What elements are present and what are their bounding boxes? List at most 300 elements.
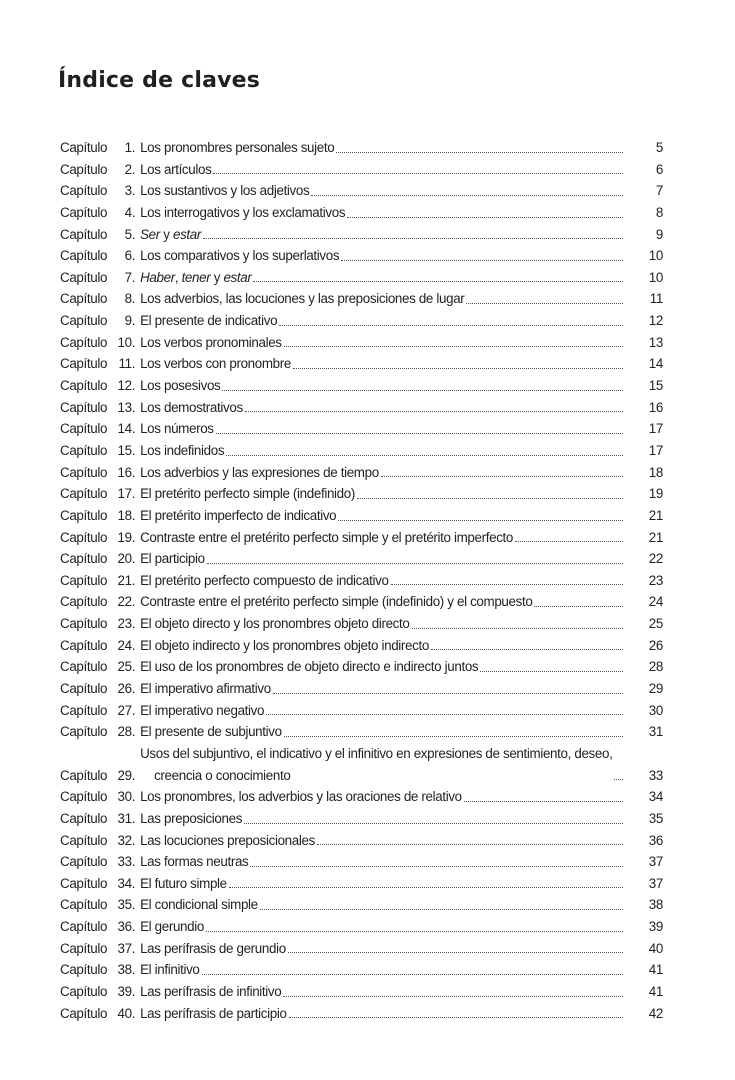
chapter-label xyxy=(60,894,135,916)
toc-entry[interactable] xyxy=(60,851,665,873)
entry-body xyxy=(140,591,635,613)
chapter-word: Capítulo xyxy=(60,832,108,848)
dot-leader xyxy=(283,996,623,997)
chapter-label xyxy=(60,830,135,852)
entry-title: El participio xyxy=(140,551,205,567)
dot-leader xyxy=(253,281,623,282)
entry-title: El pretérito perfecto simple (indefinido) xyxy=(140,486,355,502)
entry-title: El presente de subjuntivo xyxy=(140,724,282,740)
dot-leader xyxy=(284,736,623,737)
page-number: 17 xyxy=(648,442,663,458)
page-number: 10 xyxy=(648,269,663,285)
entry-title: El imperativo afirmativo xyxy=(140,681,271,696)
toc-entry[interactable] xyxy=(60,202,665,224)
toc-entry[interactable] xyxy=(60,808,665,830)
entry-title: El imperativo negativo xyxy=(140,702,265,718)
toc-entry[interactable] xyxy=(60,505,665,527)
chapter-word: Capítulo xyxy=(60,291,108,307)
toc-entry[interactable] xyxy=(60,635,665,657)
chapter-word: Capítulo xyxy=(60,139,108,155)
chapter-word: Capítulo xyxy=(60,1005,108,1021)
chapter-number: 19. xyxy=(117,529,136,545)
dot-leader xyxy=(244,823,623,824)
entry-body xyxy=(140,245,635,267)
toc-entry[interactable] xyxy=(60,159,665,181)
chapter-number: 32. xyxy=(117,832,136,848)
chapter-label xyxy=(60,786,135,808)
entry-title xyxy=(140,267,251,289)
entry-title-part: y xyxy=(159,226,173,242)
chapter-label xyxy=(60,527,135,549)
entry-body xyxy=(140,159,635,181)
chapter-label xyxy=(60,288,135,310)
page-number: 29 xyxy=(648,681,663,696)
toc-entry[interactable] xyxy=(60,1003,665,1025)
chapter-word: Capítulo xyxy=(60,464,108,480)
chapter-number: 18. xyxy=(117,507,136,523)
toc-entry[interactable] xyxy=(60,591,665,613)
entry-title xyxy=(140,743,612,786)
entry-body xyxy=(140,440,635,462)
chapter-number: 34. xyxy=(117,875,136,891)
chapter-number: 6. xyxy=(124,248,136,264)
chapter-word: Capítulo xyxy=(60,421,108,437)
entry-body xyxy=(140,570,635,592)
dot-leader xyxy=(202,974,623,975)
entry-title: El gerundio xyxy=(140,919,204,935)
entry-body xyxy=(140,548,635,570)
chapter-word: Capítulo xyxy=(60,507,108,523)
dot-leader xyxy=(534,606,623,607)
chapter-label xyxy=(60,851,135,873)
entry-body xyxy=(140,310,635,332)
entry-body xyxy=(140,505,635,527)
entry-title: Los adverbios y las expresiones de tiempo xyxy=(140,464,379,480)
chapter-label xyxy=(60,440,135,462)
dot-leader xyxy=(614,779,623,780)
entry-title xyxy=(140,224,201,246)
dot-leader xyxy=(266,714,623,715)
dot-leader xyxy=(229,887,623,888)
entry-title: Las perífrasis de infinitivo xyxy=(140,983,282,999)
chapter-number: 17. xyxy=(117,486,136,502)
chapter-number: 12. xyxy=(117,378,136,394)
page-number: 22 xyxy=(648,551,663,567)
chapter-label xyxy=(60,375,135,397)
entry-body xyxy=(140,418,635,440)
toc-entry[interactable] xyxy=(60,180,665,202)
toc-entry[interactable] xyxy=(60,397,665,419)
entry-body xyxy=(140,180,635,202)
entry-title: Las perífrasis de participio xyxy=(140,1005,287,1021)
toc-entry[interactable] xyxy=(60,721,665,743)
toc-entry[interactable] xyxy=(60,288,665,310)
toc-entry[interactable] xyxy=(60,613,665,635)
page-number: 17 xyxy=(648,421,663,437)
entry-body xyxy=(140,916,635,938)
toc-entry[interactable] xyxy=(60,440,665,462)
chapter-word: Capítulo xyxy=(60,810,108,826)
toc-entry[interactable] xyxy=(60,678,665,700)
entry-body xyxy=(140,808,635,830)
entry-title-part: estar xyxy=(172,226,201,242)
page-number: 24 xyxy=(648,594,663,610)
chapter-label xyxy=(60,721,135,743)
chapter-label xyxy=(60,505,135,527)
entry-title: Los comparativos y los superlativos xyxy=(140,248,340,264)
chapter-label xyxy=(60,202,135,224)
chapter-word: Capítulo xyxy=(60,313,108,329)
page-number: 13 xyxy=(648,334,663,350)
entry-body xyxy=(140,527,635,549)
toc-entry[interactable] xyxy=(60,700,665,722)
chapter-label xyxy=(60,613,135,635)
page-number: 33 xyxy=(648,767,663,783)
toc-entry[interactable] xyxy=(60,483,665,505)
entry-body xyxy=(140,656,635,678)
entry-title: El pretérito imperfecto de indicativo xyxy=(140,507,337,523)
toc-entry[interactable] xyxy=(60,332,665,354)
entry-title: Las preposiciones xyxy=(140,810,243,826)
page-number: 30 xyxy=(648,702,663,718)
entry-title: Las formas neutras xyxy=(140,854,249,870)
dot-leader xyxy=(213,173,623,174)
chapter-label xyxy=(60,765,135,787)
chapter-label xyxy=(60,310,135,332)
chapter-label xyxy=(60,548,135,570)
entry-title-continuation: creencia o conocimiento xyxy=(154,767,291,783)
page-number: 6 xyxy=(655,161,663,177)
chapter-word: Capítulo xyxy=(60,724,108,740)
page-number: 8 xyxy=(655,204,663,220)
entry-title: Contraste entre el pretérito perfecto simple y el pretérito imperfecto xyxy=(140,529,514,545)
entry-title: El objeto indirecto y los pronombres objeto indirecto xyxy=(140,637,429,653)
entry-title: El infinitivo xyxy=(140,962,200,978)
page-number: 37 xyxy=(648,854,663,870)
chapter-number: 5. xyxy=(124,226,136,242)
entry-title: El futuro simple xyxy=(140,875,227,891)
chapter-word: Capítulo xyxy=(60,702,108,718)
toc-entry[interactable] xyxy=(60,743,665,786)
entry-body xyxy=(140,981,635,1003)
dot-leader xyxy=(222,390,623,391)
entry-body xyxy=(140,267,635,289)
chapter-number: 36. xyxy=(117,919,136,935)
chapter-number: 1. xyxy=(124,139,136,155)
chapter-word: Capítulo xyxy=(60,897,108,913)
chapter-number: 31. xyxy=(117,810,136,826)
chapter-label xyxy=(60,245,135,267)
chapter-word: Capítulo xyxy=(60,962,108,978)
chapter-number: 3. xyxy=(124,183,136,199)
chapter-label xyxy=(60,959,135,981)
entry-title: Contraste entre el pretérito perfecto simple (indefinido) y el compuesto xyxy=(140,594,533,610)
dot-leader xyxy=(336,152,623,153)
entry-title: Los artículos xyxy=(140,161,212,177)
chapter-label xyxy=(60,267,135,289)
chapter-number: 13. xyxy=(117,399,136,415)
toc-entry[interactable] xyxy=(60,375,665,397)
chapter-number: 27. xyxy=(117,702,136,718)
page-number: 5 xyxy=(655,139,663,155)
dot-leader xyxy=(293,368,623,369)
chapter-label xyxy=(60,418,135,440)
entry-title: Los sustantivos y los adjetivos xyxy=(140,183,310,199)
dot-leader xyxy=(515,541,623,542)
page-number: 12 xyxy=(648,313,663,329)
chapter-number: 23. xyxy=(117,616,136,632)
entry-body xyxy=(140,700,635,722)
page-number: 15 xyxy=(648,378,663,394)
entry-body xyxy=(140,462,635,484)
toc-entry[interactable] xyxy=(60,570,665,592)
toc-entry[interactable] xyxy=(60,656,665,678)
entry-body xyxy=(140,743,635,786)
dot-leader xyxy=(381,476,623,477)
chapter-number: 21. xyxy=(117,572,136,588)
chapter-number: 35. xyxy=(117,897,136,913)
entry-body xyxy=(140,353,635,375)
entry-title: Los pronombres, los adverbios y las oraciones de relativo xyxy=(140,789,462,805)
chapter-label xyxy=(60,916,135,938)
chapter-label xyxy=(60,678,135,700)
toc-entry[interactable] xyxy=(60,245,665,267)
chapter-word: Capítulo xyxy=(60,940,108,956)
entry-title: El objeto directo y los pronombres objeto directo xyxy=(140,616,410,632)
dot-leader xyxy=(431,649,623,650)
chapter-label xyxy=(60,981,135,1003)
chapter-word: Capítulo xyxy=(60,269,108,285)
chapter-number: 28. xyxy=(117,724,136,740)
chapter-number: 2. xyxy=(124,161,136,177)
chapter-number: 8. xyxy=(124,291,136,307)
page-number: 7 xyxy=(655,183,663,199)
chapter-word: Capítulo xyxy=(60,767,108,783)
table-of-contents xyxy=(60,137,665,1024)
chapter-word: Capítulo xyxy=(60,161,108,177)
chapter-word: Capítulo xyxy=(60,681,108,696)
chapter-number: 33. xyxy=(117,854,136,870)
entry-body xyxy=(140,678,635,700)
entry-title: Las perífrasis de gerundio xyxy=(140,940,286,956)
chapter-number: 25. xyxy=(117,659,136,675)
dot-leader xyxy=(311,195,623,196)
chapter-label xyxy=(60,180,135,202)
chapter-label xyxy=(60,700,135,722)
chapter-word: Capítulo xyxy=(60,551,108,567)
entry-body xyxy=(140,1003,635,1025)
chapter-number: 22. xyxy=(117,594,136,610)
page-number: 21 xyxy=(648,529,663,545)
chapter-label xyxy=(60,1003,135,1025)
page-number: 36 xyxy=(648,832,663,848)
chapter-word: Capítulo xyxy=(60,616,108,632)
entry-title: Los interrogativos y los exclamativos xyxy=(140,204,346,220)
chapter-number: 38. xyxy=(117,962,136,978)
chapter-word: Capítulo xyxy=(60,854,108,870)
chapter-word: Capítulo xyxy=(60,356,108,372)
page-number: 28 xyxy=(648,659,663,675)
entry-body xyxy=(140,288,635,310)
chapter-word: Capítulo xyxy=(60,204,108,220)
toc-entry[interactable] xyxy=(60,353,665,375)
entry-body xyxy=(140,894,635,916)
dot-leader xyxy=(284,346,623,347)
chapter-word: Capítulo xyxy=(60,334,108,350)
chapter-label xyxy=(60,332,135,354)
toc-entry[interactable] xyxy=(60,873,665,895)
chapter-label xyxy=(60,353,135,375)
page-number: 9 xyxy=(655,226,663,242)
entry-body xyxy=(140,375,635,397)
chapter-label xyxy=(60,224,135,246)
page-number: 25 xyxy=(648,616,663,632)
chapter-number: 15. xyxy=(117,442,136,458)
page-number: 41 xyxy=(648,962,663,978)
entry-body xyxy=(140,938,635,960)
page-number: 38 xyxy=(648,897,663,913)
chapter-label xyxy=(60,808,135,830)
chapter-number: 4. xyxy=(124,204,136,220)
chapter-number: 39. xyxy=(117,983,136,999)
chapter-word: Capítulo xyxy=(60,486,108,502)
entry-body xyxy=(140,786,635,808)
dot-leader xyxy=(338,520,623,521)
toc-entry[interactable] xyxy=(60,224,665,246)
dot-leader xyxy=(480,671,623,672)
chapter-word: Capítulo xyxy=(60,248,108,264)
dot-leader xyxy=(357,498,623,499)
page-number: 16 xyxy=(648,399,663,415)
chapter-number: 29. xyxy=(117,767,136,783)
toc-entry[interactable] xyxy=(60,786,665,808)
toc-entry[interactable] xyxy=(60,981,665,1003)
chapter-word: Capítulo xyxy=(60,378,108,394)
chapter-number: 7. xyxy=(124,269,136,285)
chapter-label xyxy=(60,635,135,657)
chapter-label xyxy=(60,397,135,419)
dot-leader xyxy=(250,866,623,867)
entry-body xyxy=(140,332,635,354)
chapter-number: 26. xyxy=(117,681,136,696)
toc-entry[interactable] xyxy=(60,548,665,570)
page-number: 35 xyxy=(648,810,663,826)
entry-body xyxy=(140,873,635,895)
chapter-number: 16. xyxy=(117,464,136,480)
page-number: 31 xyxy=(648,724,663,740)
entry-body xyxy=(140,397,635,419)
page-number: 26 xyxy=(648,637,663,653)
dot-leader xyxy=(206,931,623,932)
entry-title: Los indefinidos xyxy=(140,442,225,458)
page-number: 18 xyxy=(648,464,663,480)
dot-leader xyxy=(341,260,623,261)
entry-body xyxy=(140,483,635,505)
dot-leader xyxy=(273,693,623,694)
entry-title: Los verbos con pronombre xyxy=(140,356,291,372)
page-number: 41 xyxy=(648,983,663,999)
page-number: 34 xyxy=(648,789,663,805)
entry-title: Las locuciones preposicionales xyxy=(140,832,315,848)
toc-entry[interactable] xyxy=(60,938,665,960)
entry-title: Los adverbios, las locuciones y las preposiciones de lugar xyxy=(140,291,465,307)
toc-entry[interactable] xyxy=(60,267,665,289)
entry-title: El uso de los pronombres de objeto directo e indirecto juntos xyxy=(140,659,479,675)
entry-body xyxy=(140,613,635,635)
entry-body xyxy=(140,635,635,657)
dot-leader xyxy=(464,801,623,802)
entry-title: Los posesivos xyxy=(140,378,221,394)
chapter-number: 20. xyxy=(117,551,136,567)
chapter-word: Capítulo xyxy=(60,442,108,458)
toc-entry[interactable] xyxy=(60,894,665,916)
page-number: 23 xyxy=(648,572,663,588)
page-number: 21 xyxy=(648,507,663,523)
chapter-word: Capítulo xyxy=(60,875,108,891)
chapter-word: Capítulo xyxy=(60,399,108,415)
toc-entry[interactable] xyxy=(60,462,665,484)
toc-entry[interactable] xyxy=(60,418,665,440)
entry-body xyxy=(140,202,635,224)
entry-body xyxy=(140,959,635,981)
toc-entry[interactable] xyxy=(60,830,665,852)
entry-body xyxy=(140,851,635,873)
toc-entry[interactable] xyxy=(60,310,665,332)
page-number: 10 xyxy=(648,248,663,264)
entry-title-part: y xyxy=(210,269,224,285)
entry-title-part: , xyxy=(174,269,182,285)
entry-body xyxy=(140,830,635,852)
entry-title: El condicional simple xyxy=(140,897,258,913)
chapter-number: 24. xyxy=(117,637,136,653)
dot-leader xyxy=(207,563,623,564)
entry-title-part: Haber xyxy=(140,269,175,285)
chapter-number: 37. xyxy=(117,940,136,956)
chapter-number: 30. xyxy=(117,789,136,805)
entry-title: Los demostrativos xyxy=(140,399,243,415)
entry-body xyxy=(140,137,635,159)
dot-leader xyxy=(412,628,624,629)
toc-entry[interactable] xyxy=(60,916,665,938)
chapter-label xyxy=(60,873,135,895)
chapter-word: Capítulo xyxy=(60,226,108,242)
chapter-word: Capítulo xyxy=(60,659,108,675)
chapter-label xyxy=(60,483,135,505)
entry-title: El presente de indicativo xyxy=(140,313,278,329)
chapter-word: Capítulo xyxy=(60,637,108,653)
dot-leader xyxy=(347,217,623,218)
dot-leader xyxy=(279,325,623,326)
toc-entry[interactable] xyxy=(60,527,665,549)
dot-leader xyxy=(245,411,623,412)
chapter-label xyxy=(60,938,135,960)
chapter-word: Capítulo xyxy=(60,529,108,545)
toc-entry[interactable] xyxy=(60,137,665,159)
entry-body xyxy=(140,721,635,743)
chapter-word: Capítulo xyxy=(60,572,108,588)
dot-leader xyxy=(226,455,623,456)
chapter-label xyxy=(60,159,135,181)
page-number: 40 xyxy=(648,940,663,956)
dot-leader xyxy=(216,433,623,434)
entry-title-part: tener xyxy=(181,269,211,285)
chapter-label xyxy=(60,570,135,592)
dot-leader xyxy=(391,584,623,585)
page-number: 39 xyxy=(648,919,663,935)
page-title: Índice de claves xyxy=(58,68,261,93)
toc-entry[interactable] xyxy=(60,959,665,981)
chapter-word: Capítulo xyxy=(60,594,108,610)
